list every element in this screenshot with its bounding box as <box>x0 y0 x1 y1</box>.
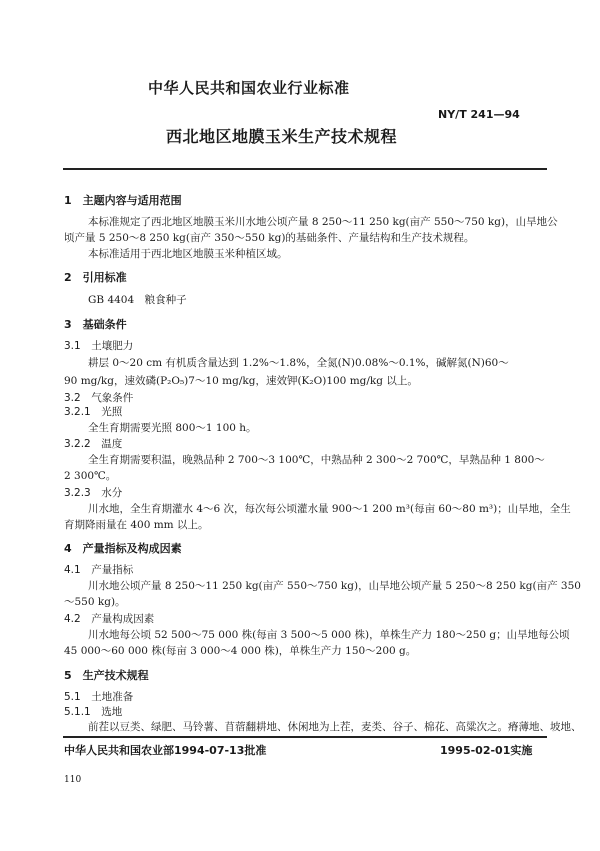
section-3-1-heading: 3.1 土壤肥力 <box>64 340 134 352</box>
section-3-2-heading: 3.2 气象条件 <box>64 392 134 404</box>
section-4-heading: 4 产量指标及构成因素 <box>64 542 182 555</box>
section-1-heading: 1 主题内容与适用范围 <box>64 194 182 207</box>
section-3-2-3-para-a: 川水地，全生育期灌水 4～6 次，每次每公顷灌水量 900～1 200 m³(每亩 60～80 m³)；山旱地，全生 <box>88 503 571 515</box>
section-5-1-1-para: 前茬以豆类、绿肥、马铃薯、苜蓿翻耕地、休闲地为上茬，麦类、谷子、棉花、高粱次之。瘠薄地、坡地、 <box>88 721 582 733</box>
section-3-1-para-a: 耕层 0～20 cm 有机质含量达到 1.2%～1.8%，全氮(N)0.08%～0.1%，碱解氮(N)60～ <box>88 357 509 369</box>
org-title: 中华人民共和国农业行业标准 <box>148 79 350 97</box>
section-1-para-2: 本标准适用于西北地区地膜玉米种植区域。 <box>88 248 288 260</box>
section-5-1-heading: 5.1 土地准备 <box>64 691 134 703</box>
section-3-2-3-para-b: 育期降雨量在 400 mm 以上。 <box>64 519 209 531</box>
section-1-para-1a: 本标准规定了西北地区地膜玉米川水地公顷产量 8 250～11 250 kg(亩产 550～750 kg)，山旱地公 <box>88 216 558 228</box>
section-5-1-1-heading: 5.1.1 选地 <box>64 706 123 718</box>
section-4-2-para-a: 川水地每公顷 52 500～75 000 株(每亩 3 500～5 000 株)，单株生产力 180～250 g；山旱地每公顷 <box>88 629 570 641</box>
footer-rule <box>63 736 547 738</box>
section-4-1-para-b: ～550 kg)。 <box>64 596 126 608</box>
section-4-2-heading: 4.2 产量构成因素 <box>64 613 155 625</box>
section-3-2-3-heading: 3.2.3 水分 <box>64 487 123 499</box>
section-3-2-1-heading: 3.2.1 光照 <box>64 406 123 418</box>
section-1-para-1b: 顷产量 5 250～8 250 kg(亩产 350～550 kg)的基础条件、产量结构和生产技术规程。 <box>64 232 475 244</box>
reference-gb4404: GB 4404 粮食种子 <box>88 294 187 306</box>
section-3-2-2-para-b: 2 300℃。 <box>64 470 117 482</box>
section-3-1-para-b: 90 mg/kg，速效磷(P₂O₅)7～10 mg/kg，速效钾(K₂O)100 mg/kg 以上。 <box>64 375 418 387</box>
effective-date: 1995-02-01实施 <box>440 744 533 757</box>
section-3-2-2-para-a: 全生育期需要积温，晚熟品种 2 700～3 100℃，中熟品种 2 300～2 700℃，早熟品种 1 800～ <box>88 454 545 466</box>
section-4-1-para-a: 川水地公顷产量 8 250～11 250 kg(亩产 550～750 kg)，山旱地公顷产量 5 250～8 250 kg(亩产 350 <box>88 580 581 592</box>
section-3-heading: 3 基础条件 <box>64 318 127 331</box>
approval-issuer: 中华人民共和国农业部1994-07-13批准 <box>64 744 267 757</box>
section-4-2-para-b: 45 000～60 000 株(每亩 3 000～4 000 株)，单株生产力 150～200 g。 <box>64 645 417 657</box>
document-title: 西北地区地膜玉米生产技术规程 <box>166 127 398 146</box>
section-2-heading: 2 引用标准 <box>64 271 127 284</box>
header-rule <box>63 168 547 170</box>
page-number: 110 <box>64 775 82 785</box>
section-3-2-2-heading: 3.2.2 温度 <box>64 438 123 450</box>
section-3-2-1-para: 全生育期需要光照 800～1 100 h。 <box>88 422 257 434</box>
section-5-heading: 5 生产技术规程 <box>64 669 149 682</box>
section-4-1-heading: 4.1 产量指标 <box>64 564 134 576</box>
standard-code: NY/T 241—94 <box>438 108 520 121</box>
